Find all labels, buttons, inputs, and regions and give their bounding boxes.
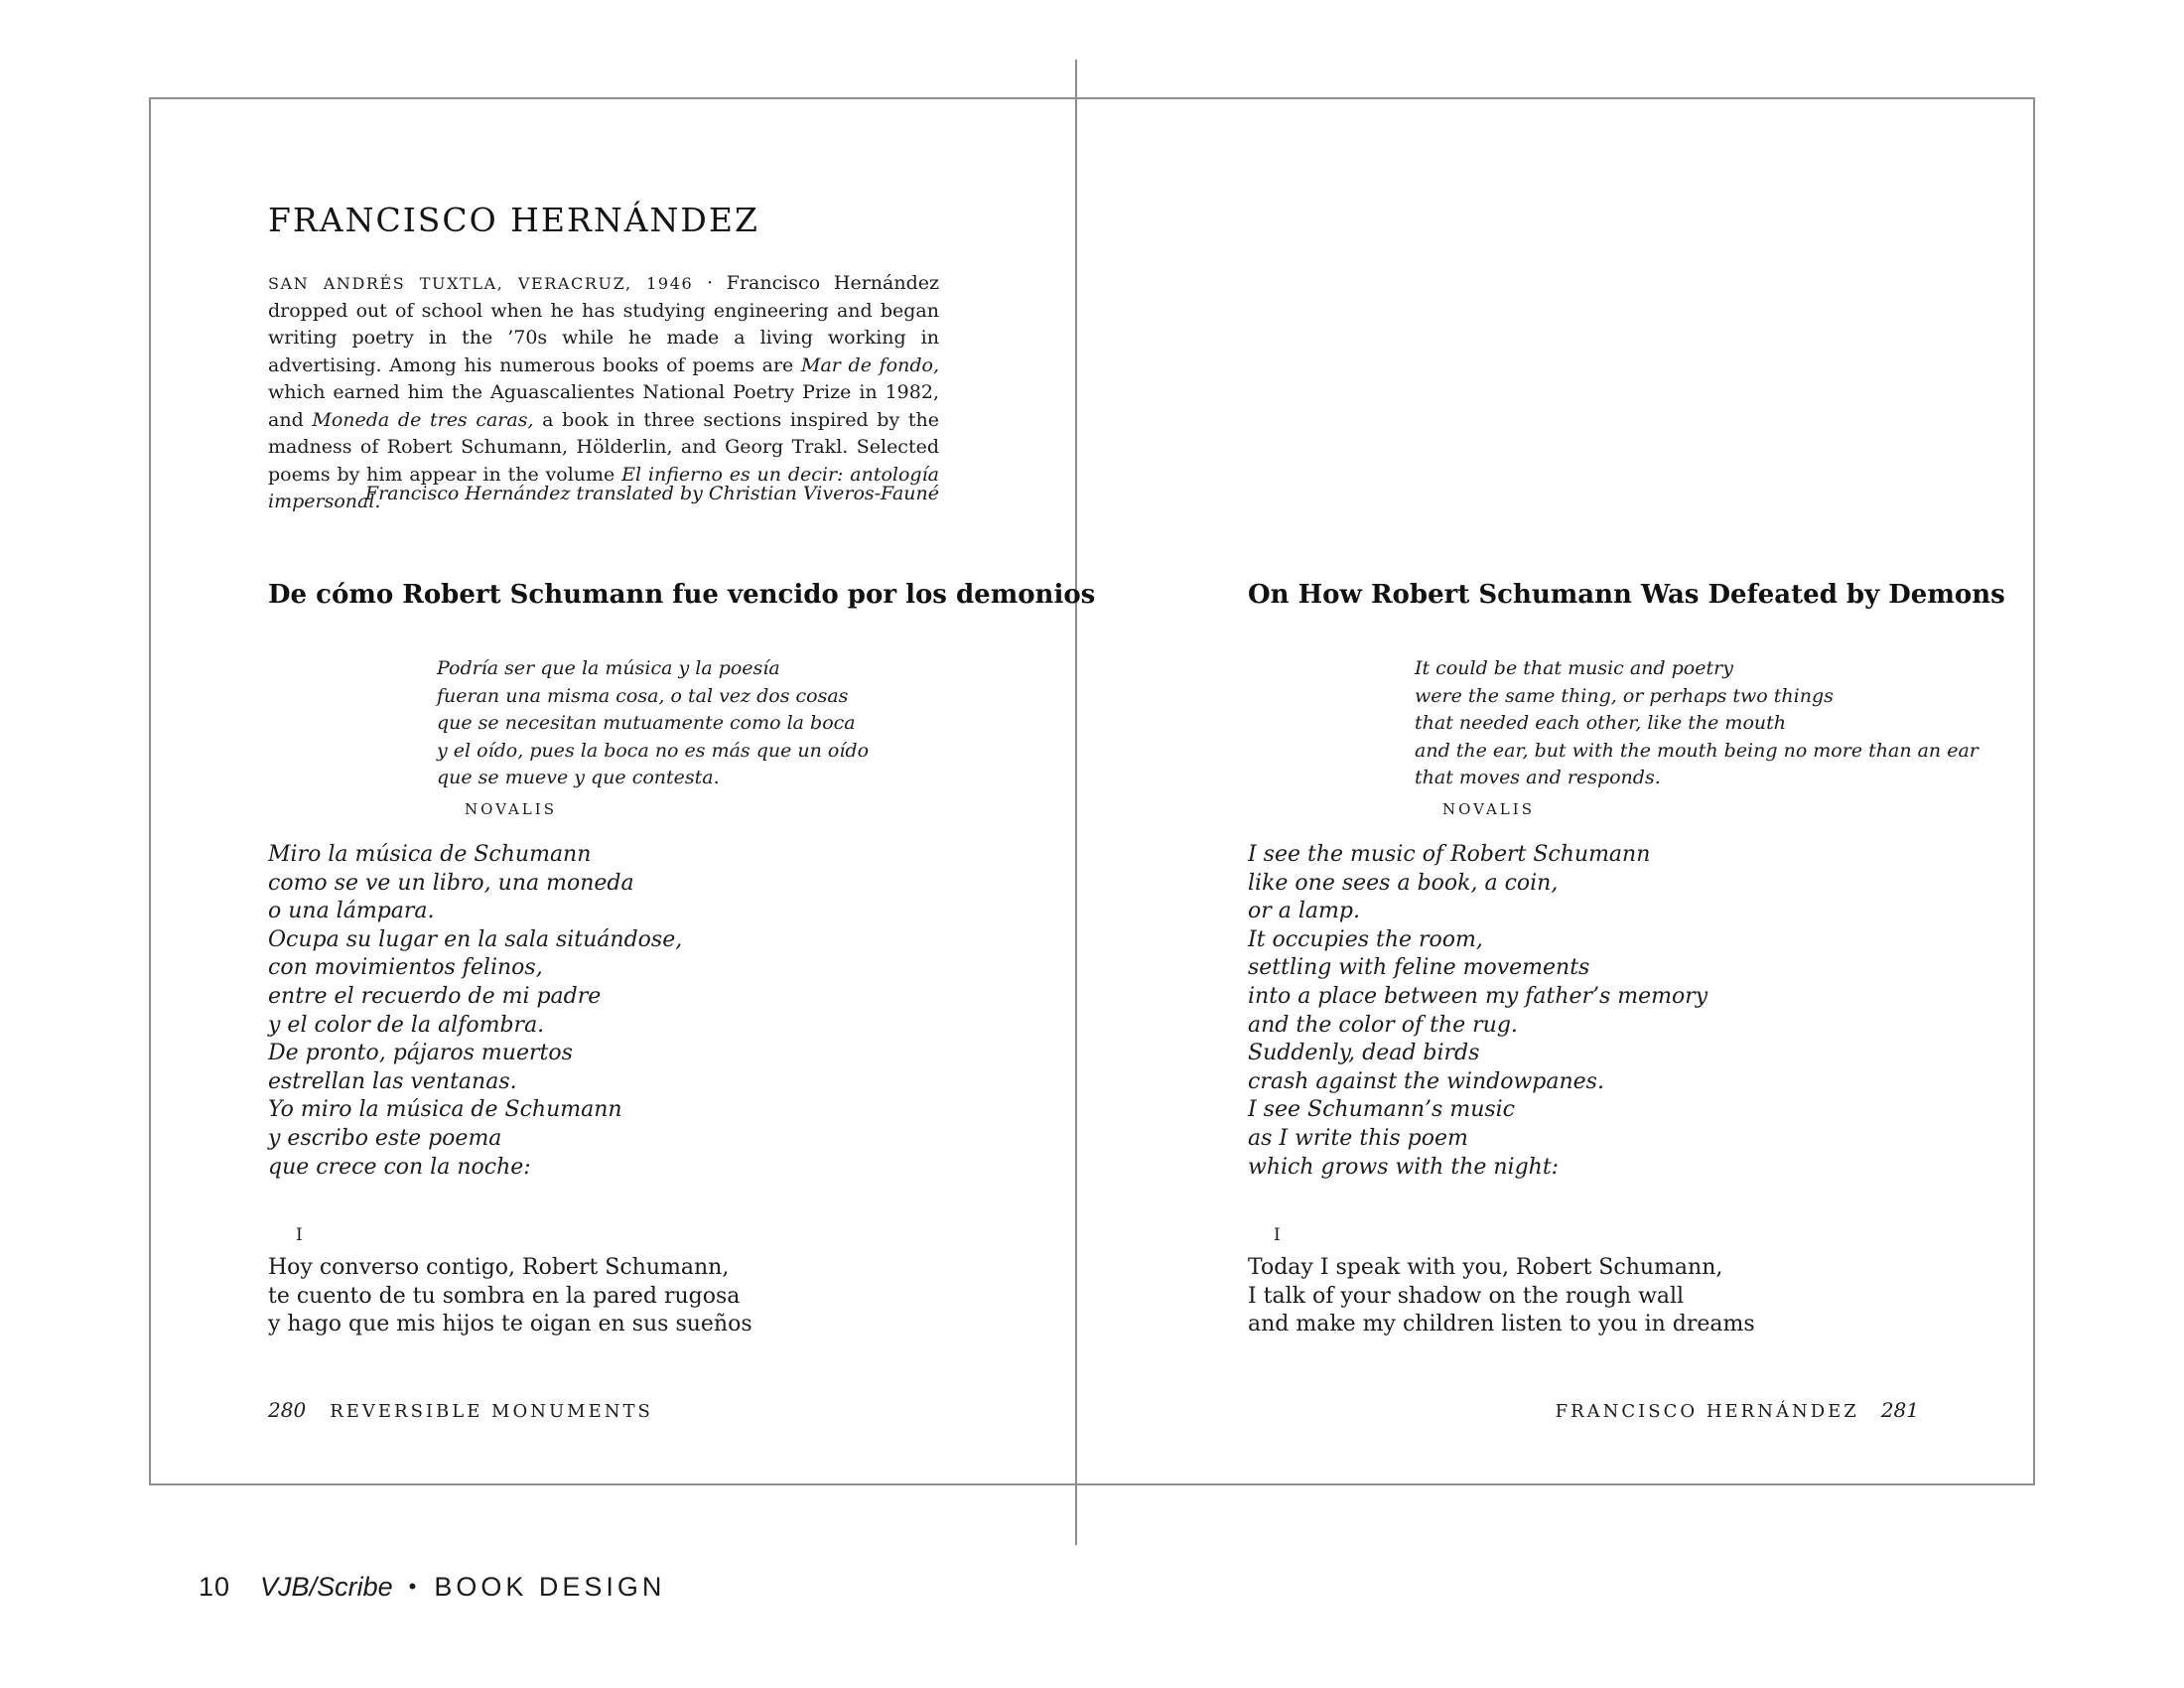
right-running-title: FRANCISCO HERNÁNDEZ: [1555, 1401, 1859, 1422]
poem-line: que crece con la noche:: [268, 1154, 531, 1180]
poem-line: or a lamp.: [1248, 899, 1360, 924]
poem-line: Yo miro la música de Schumann: [268, 1097, 622, 1123]
author-bio: [268, 270, 939, 516]
left-folio-number: 280: [268, 1398, 307, 1422]
bio-birthplace-smallcaps: SAN ANDRÉS TUXTLA, VERACRUZ, 1946: [268, 274, 694, 293]
caption-bullet-icon: •: [408, 1574, 417, 1599]
right-page-footer: [1248, 1398, 1919, 1422]
portfolio-caption: [199, 1572, 665, 1603]
translator-credit: Francisco Hernández translated by Christian Viveros-Fauné: [364, 483, 939, 504]
poem-line: settling with feline movements: [1248, 955, 1590, 981]
epigraph-spanish: [437, 655, 869, 824]
bio-book-title: Mar de fondo,: [800, 353, 939, 376]
epigraph-line: It could be that music and poetry: [1415, 657, 1733, 679]
epigraph-line: Podría ser que la música y la poesía: [437, 657, 780, 679]
poem-line: o una lámpara.: [268, 899, 435, 924]
poem-line: entre el recuerdo de mi padre: [268, 983, 602, 1009]
epigraph-english: [1415, 655, 1979, 824]
right-folio-number: 281: [1880, 1398, 1919, 1422]
poem-line: De pronto, pájaros muertos: [268, 1041, 573, 1066]
epigraph-attribution: NOVALIS: [465, 799, 557, 818]
section-stanza-spanish: [268, 1254, 752, 1339]
bio-text-segment: a book in three sections inspired by the madness of Robert Schumann, Hölderlin, and Georg Trakl. Selected poems by him appear in the volume: [268, 408, 939, 486]
epigraph-line: were the same thing, or perhaps two things: [1415, 684, 1834, 707]
poem-line: I see Schumann’s music: [1248, 1097, 1516, 1123]
poem-line: como se ve un libro, una moneda: [268, 870, 634, 896]
poem-title-spanish: De cómo Robert Schumann fue vencido por los demonios: [268, 580, 1096, 610]
caption-label: BOOK DESIGN: [434, 1572, 666, 1602]
stanza-line: I talk of your shadow on the rough wall: [1248, 1283, 1685, 1309]
poem-line: Miro la música de Schumann: [268, 842, 592, 867]
poem-line: y el color de la alfombra.: [268, 1012, 545, 1038]
epigraph-line: que se mueve y que contesta.: [437, 767, 720, 789]
bio-book-title: El infierno es un decir: antología impersonal.: [268, 463, 939, 512]
poem-line: I see the music of Robert Schumann: [1248, 842, 1651, 867]
poem-line: crash against the windowpanes.: [1248, 1068, 1604, 1094]
epigraph-line: fueran una misma cosa, o tal vez dos cosas: [437, 684, 849, 707]
epigraph-attribution: NOVALIS: [1442, 799, 1535, 818]
poem-line: and the color of the rug.: [1248, 1012, 1518, 1038]
poem-line: which grows with the night:: [1248, 1154, 1560, 1180]
epigraph-line: that moves and responds.: [1415, 767, 1661, 789]
author-name-heading: FRANCISCO HERNÁNDEZ: [268, 201, 759, 239]
poem-line: into a place between my father’s memory: [1248, 983, 1708, 1009]
bio-book-title: Moneda de tres caras,: [312, 408, 534, 431]
left-running-title: REVERSIBLE MONUMENTS: [330, 1401, 653, 1422]
stanza-line: Hoy converso contigo, Robert Schumann,: [268, 1255, 730, 1280]
left-page-footer: [268, 1398, 653, 1422]
poem-line: estrellan las ventanas.: [268, 1068, 517, 1094]
bio-text-segment: which earned him the Aguascalientes National Poetry Prize in 1982, and: [268, 381, 939, 431]
poem-body-english: [1248, 841, 1707, 1182]
section-numeral-spanish: I: [296, 1225, 304, 1245]
epigraph-line: que se necesitan mutuamente como la boca: [437, 712, 856, 735]
stanza-line: te cuento de tu sombra en la pared rugosa: [268, 1283, 741, 1309]
epigraph-line: that needed each other, like the mouth: [1415, 712, 1786, 735]
stanza-line: y hago que mis hijos te oigan en sus sueños: [268, 1312, 752, 1337]
poem-line: like one sees a book, a coin,: [1248, 870, 1559, 896]
section-stanza-english: [1248, 1254, 1755, 1339]
poem-line: It occupies the room,: [1248, 926, 1483, 952]
epigraph-line: and the ear, but with the mouth being no more than an ear: [1415, 739, 1979, 762]
poem-line: con movimientos felinos,: [268, 955, 543, 981]
bio-text-segment: · Francisco Hernández dropped out of school when he has studying engineering and began writing poetry in the ’70s while he made a living working in advertising. Among his numerous books of poems are: [268, 272, 939, 376]
caption-brand: VJB/Scribe: [260, 1572, 393, 1602]
poem-line: Suddenly, dead birds: [1248, 1041, 1480, 1066]
stanza-line: and make my children listen to you in dreams: [1248, 1312, 1755, 1337]
poem-body-spanish: [268, 841, 682, 1182]
poem-line: as I write this poem: [1248, 1125, 1468, 1151]
section-numeral-english: I: [1274, 1225, 1282, 1245]
caption-number: 10: [199, 1572, 231, 1602]
stanza-line: Today I speak with you, Robert Schumann,: [1248, 1255, 1723, 1280]
epigraph-line: y el oído, pues la boca no es más que un oído: [437, 739, 870, 762]
poem-line: y escribo este poema: [268, 1125, 502, 1151]
poem-title-english: On How Robert Schumann Was Defeated by Demons: [1248, 580, 2005, 610]
poem-line: Ocupa su lugar en la sala situándose,: [268, 926, 683, 952]
